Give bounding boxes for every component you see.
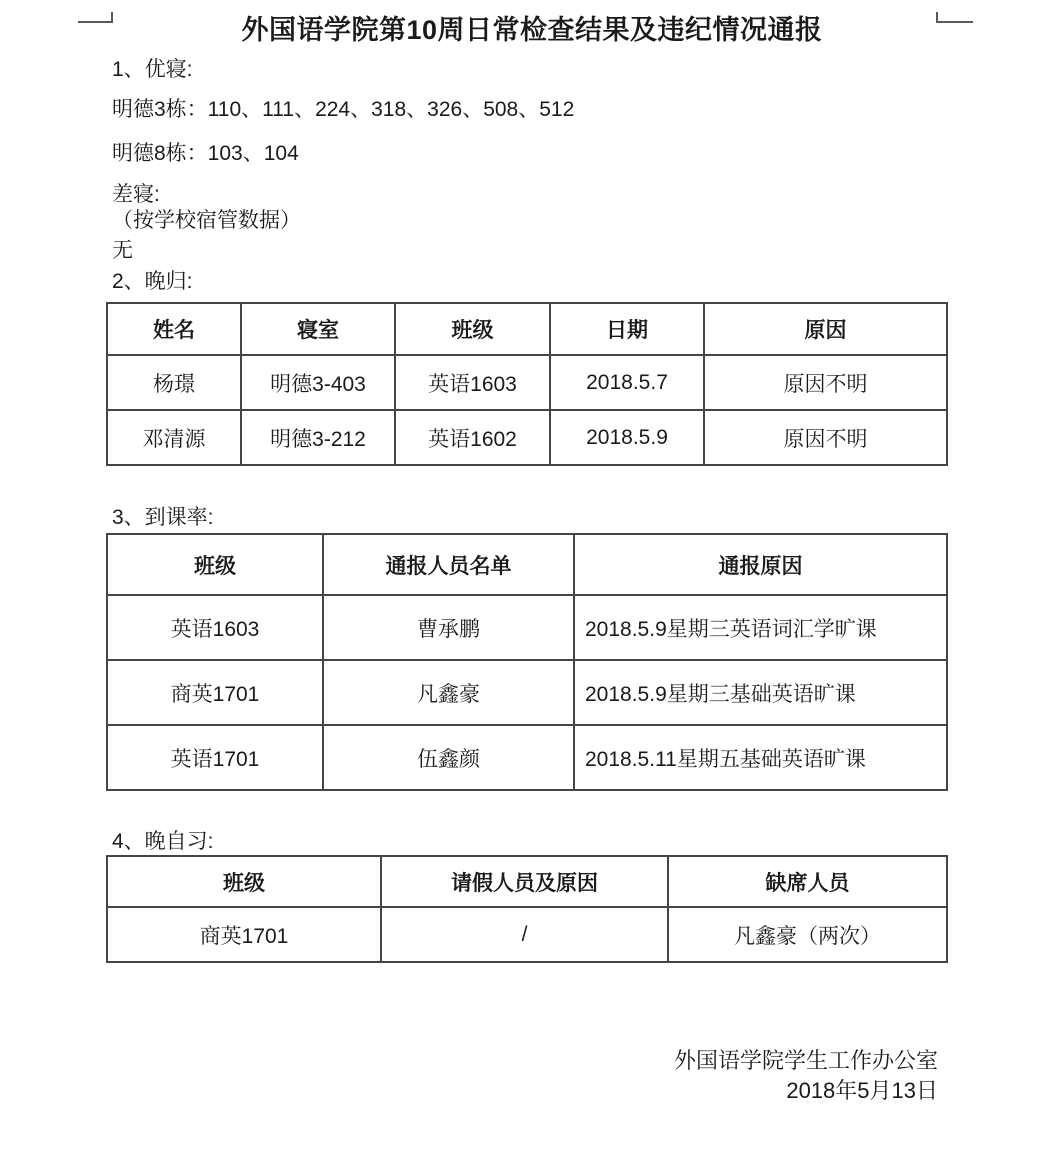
- bad-dorm-value: 无: [112, 239, 133, 262]
- table-cell: 2018.5.9星期三英语词汇学旷课: [574, 595, 947, 660]
- column-header: 班级: [107, 856, 381, 907]
- table-row: [107, 595, 947, 660]
- crop-mark-left: [78, 12, 113, 23]
- table-cell: 2018.5.9星期三基础英语旷课: [574, 660, 947, 725]
- good-dorm-line-building3: 明德3栋：110、111、224、318、326、508、512: [112, 98, 575, 121]
- table-header-row: [107, 534, 947, 595]
- table-cell: 杨璟: [107, 355, 241, 410]
- table-cell: 曹承鹏: [323, 595, 574, 660]
- table-cell: 2018.5.7: [550, 355, 704, 410]
- table-header-row: [107, 856, 947, 907]
- signature-date: 2018年5月13日: [786, 1078, 938, 1103]
- column-header: 原因: [704, 303, 947, 355]
- table-cell: 明德3-212: [241, 410, 395, 465]
- late-return-table: [106, 302, 948, 466]
- column-header: 班级: [395, 303, 550, 355]
- column-header: 请假人员及原因: [381, 856, 668, 907]
- table-row: [107, 725, 947, 790]
- evening-study-table: [106, 855, 948, 963]
- table-cell: 英语1602: [395, 410, 550, 465]
- table-cell: 凡鑫豪: [323, 660, 574, 725]
- table-cell: 英语1701: [107, 725, 323, 790]
- table-row: [107, 660, 947, 725]
- column-header: 缺席人员: [668, 856, 947, 907]
- column-header: 班级: [107, 534, 323, 595]
- section-heading-evening-study: 4、晚自习:: [112, 830, 214, 853]
- table-header-row: [107, 303, 947, 355]
- section-heading-attendance: 3、到课率:: [112, 506, 214, 529]
- good-dorm-line-building8: 明德8栋：103、104: [112, 142, 299, 165]
- section-heading-late-return: 2、晚归:: [112, 270, 193, 293]
- column-header: 日期: [550, 303, 704, 355]
- table-cell: 伍鑫颜: [323, 725, 574, 790]
- table-cell: 英语1603: [107, 595, 323, 660]
- table-cell: 英语1603: [395, 355, 550, 410]
- table-cell: 凡鑫豪（两次）: [668, 907, 947, 962]
- table-cell: 2018.5.11星期五基础英语旷课: [574, 725, 947, 790]
- column-header: 通报原因: [574, 534, 947, 595]
- attendance-table: [106, 533, 948, 791]
- signature-block: [0, 1046, 1064, 1106]
- table-cell: 原因不明: [704, 410, 947, 465]
- table-row: [107, 410, 947, 465]
- column-header: 姓名: [107, 303, 241, 355]
- section-heading-good-dorms: 1、优寝:: [112, 58, 193, 81]
- table-cell: 2018.5.9: [550, 410, 704, 465]
- table-cell: 商英1701: [107, 907, 381, 962]
- table-cell: 原因不明: [704, 355, 947, 410]
- table-cell: /: [381, 907, 668, 962]
- crop-mark-right: [936, 12, 973, 23]
- bad-dorm-heading: 差寝:: [112, 183, 160, 206]
- page-title: 外国语学院第10周日常检查结果及违纪情况通报: [241, 15, 823, 45]
- table-cell: 明德3-403: [241, 355, 395, 410]
- table-row: [107, 907, 947, 962]
- table-row: [107, 355, 947, 410]
- column-header: 寝室: [241, 303, 395, 355]
- signature-office: 外国语学院学生工作办公室: [673, 1048, 938, 1073]
- column-header: 通报人员名单: [323, 534, 574, 595]
- table-cell: 邓清源: [107, 410, 241, 465]
- bad-dorm-note: （按学校宿管数据）: [112, 209, 301, 232]
- table-cell: 商英1701: [107, 660, 323, 725]
